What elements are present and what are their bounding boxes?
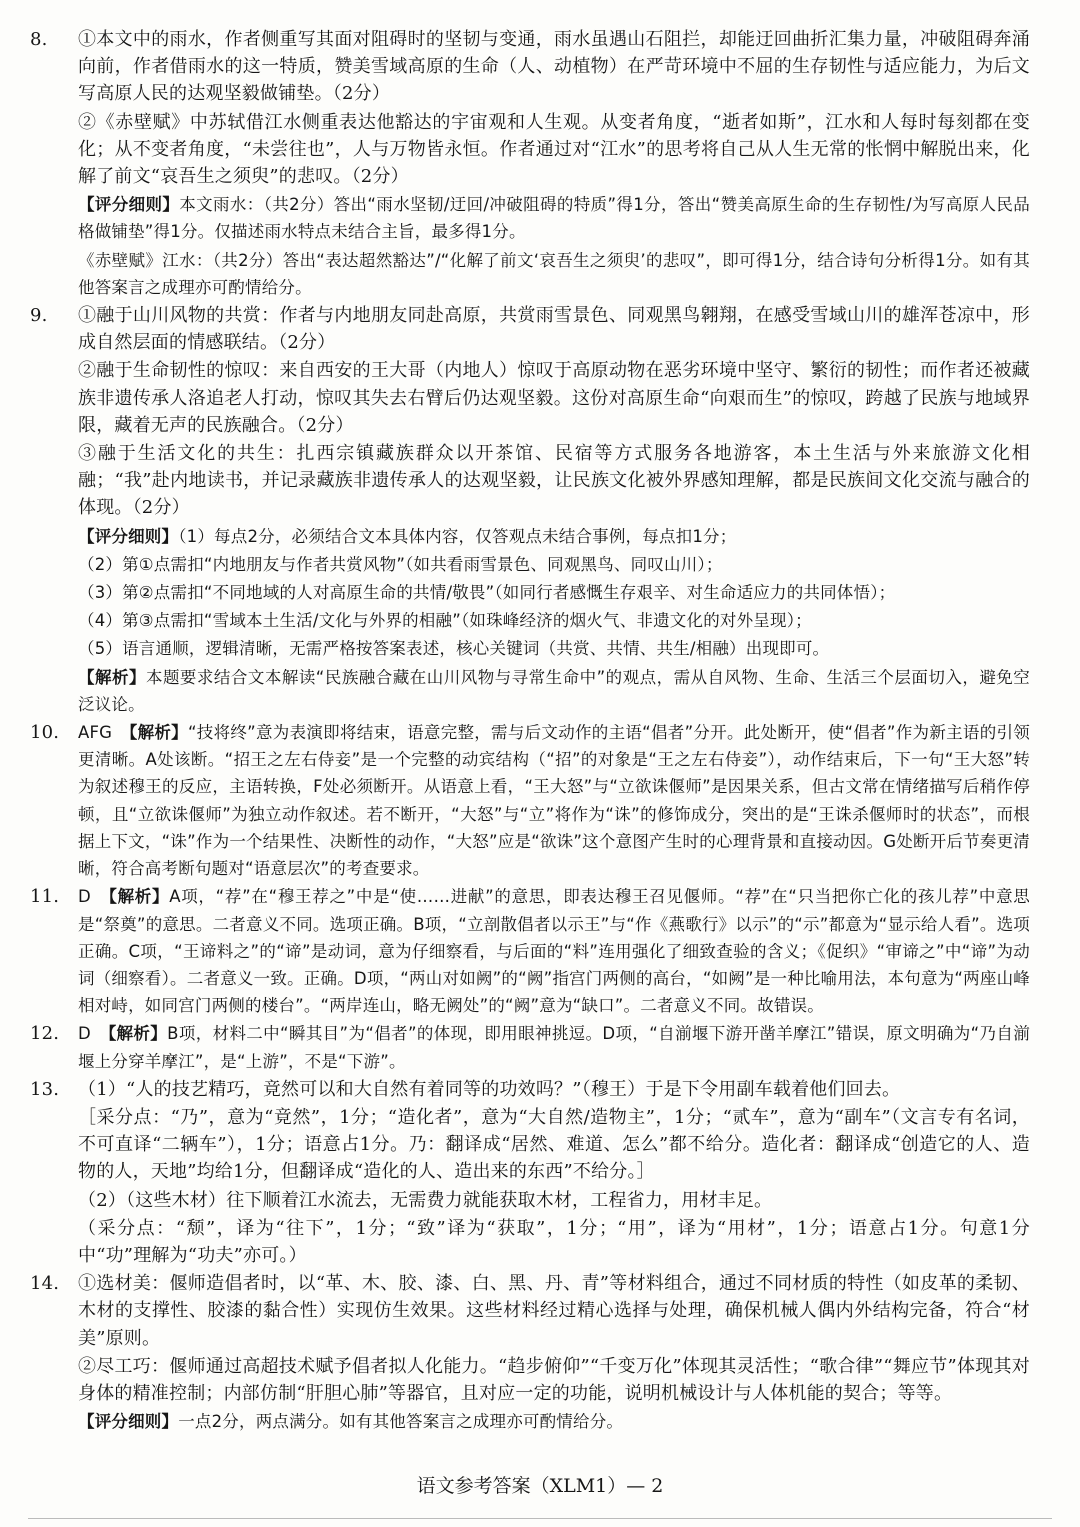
- answer-item: [30, 26, 1030, 301]
- answer-content: [30, 26, 1030, 1436]
- answer-number: 11.: [30, 886, 60, 908]
- answer-item: [30, 1020, 1030, 1074]
- answer-paragraph: [78, 26, 1030, 108]
- paragraph-text: A项，“荐”在“穆王荐之”中是“使……进献”的意思，即表达穆王召见偃师。“荐”在“只当把你亡化的孩儿荐”中意思是“祭奠”的意思。二者意义不同。选项正确。B项，“立剖散倡者以示王”与“作《燕歌行》以示”的“示”都意为“显示给人看”。选项正确。C项，“王谛料之”的“谛”是动词，意为仔细察看，与后面的“料”连用强化了细致查验的含义；《促织》“审谛之”中“谛”为动词（细察看）。二者意义一致。正确。D项，“两山对如阙”的“阙”指宫门两侧的高台，“如阙”是一种比喻用法，本句意为“两座山峰相对峙，如同宫门两侧的楼台”。“两岸连山，略无阙处”的“阙”意为“缺口”。二者意义不同。故错误。: [78, 887, 1030, 1016]
- answer-paragraph: [78, 1353, 1030, 1407]
- paragraph-text: 《赤壁赋》江水：（共2分）答出“表达超然豁达”/“化解了前文‘哀吾生之须臾’的悲叹”，即可得1分，结合诗句分析得1分。如有其他答案言之成理亦可酌情给分。: [78, 250, 1030, 297]
- answer-choice: D: [78, 887, 109, 907]
- section-tag: 【评分细则】: [78, 526, 179, 546]
- answer-paragraph: [78, 1104, 1030, 1186]
- section-tag: 【评分细则】: [78, 195, 180, 215]
- scoring-paragraph: [78, 883, 1030, 1019]
- page-footer: 语文参考答案（XLM1）— 2: [416, 1475, 664, 1497]
- answer-paragraph: [78, 1076, 1030, 1103]
- answer-choice: AFG: [78, 723, 130, 743]
- answer-number: 8.: [30, 29, 48, 50]
- paragraph-text: ①融于山川风物的共赏：作者与内地朋友同赴高原，共赏雨雪景色、同观黑鸟翱翔，在感受雪域山川的雄浑苍凉中，形成自然层面的情感联结。（2分）: [78, 305, 1030, 354]
- paragraph-text: ［采分点：“乃”，意为“竟然”，1分；“造化者”，意为“大自然/造物主”，1分；“贰车”，意为“副车”（文言专有名词，不可直译“二辆车”），1分；语意占1分。乃：翻译成“居然、难道、怎么”都不给分。造化者：翻译成“创造它的人、造物的人，天地”均给1分，但翻译成“造化的人、造出来的东西”不给分。］: [78, 1106, 1030, 1183]
- answer-number: 14.: [30, 1273, 60, 1295]
- paragraph-text: B项，材料二中“瞬其目”为“倡者”的体现，即用眼神挑逗。D项，“自湔堰下游开凿羊摩江”错误，原文明确为“乃自湔堰上分穿羊摩江”，是“上游”，不是“下游”。: [78, 1024, 1030, 1071]
- scoring-paragraph: [78, 635, 1030, 662]
- answer-paragraph: [78, 440, 1030, 522]
- paragraph-text: ②《赤壁赋》中苏轼借江水侧重表达他豁达的宇宙观和人生观。从变者角度，“逝者如斯”，江水和人每时每刻都在变化；从不变者角度，“未尝往也”，人与万物皆永恒。作者通过对“江水”的思考将自己从人生无常的怅惘中解脱出来，化解了前文“哀吾生之须臾”的悲叹。（2分）: [78, 111, 1030, 188]
- scoring-paragraph: [78, 579, 1030, 606]
- scoring-paragraph: [78, 247, 1030, 301]
- paragraph-text: 一点2分，两点满分。如有其他答案言之成理亦可酌情给分。: [178, 1412, 624, 1432]
- paragraph-text: （2）（这些木材）往下顺着江水流去，无需费力就能获取木材，工程省力，用材丰足。: [78, 1189, 773, 1211]
- scoring-paragraph: [78, 1408, 1030, 1435]
- paragraph-text: 本文雨水：（共2分）答出“雨水坚韧/迂回/冲破阻碍的特质”得1分，答出“赞美高原生命的生存韧性/为写高原人民品格做铺垫”得1分。仅描述雨水特点未结合主旨，最多得1分。: [78, 195, 1030, 242]
- answer-paragraph: [78, 1215, 1030, 1269]
- scoring-paragraph: [78, 523, 1030, 550]
- paragraph-text: ③融于生活文化的共生：扎西宗镇藏族群众以开茶馆、民宿等方式服务各地游客，本土生活与外来旅游文化相融；“我”赴内地读书，并记录藏族非遗传承人的达观坚毅，让民族文化被外界感知理解，都是民族间文化交流与融合的体现。（2分）: [78, 443, 1030, 519]
- bottom-divider: [28, 1518, 1052, 1519]
- paragraph-text: ②融于生命韧性的惊叹：来自西安的王大哥（内地人）惊叹于高原动物在恶劣环境中坚守、繁衍的韧性；而作者还被藏族非遗传承人洛追老人打动，惊叹其失去右臂后仍达观坚毅。这份对高原生命“向艰而生”的惊叹，跨越了民族与地域界限，藏着无声的民族融合。（2分）: [78, 360, 1030, 436]
- paragraph-text: （5）语言通顺，逻辑清晰，无需严格按答案表述，核心关键词（共赏、共情、共生/相融）出现即可。: [78, 639, 830, 659]
- section-tag: 【解析】: [78, 667, 146, 687]
- scoring-paragraph: [78, 719, 1030, 882]
- answer-paragraph: [78, 302, 1030, 356]
- paragraph-text: （4）第③点需扣“雪域本土生活/文化与外界的相融”（如珠峰经济的烟火气、非遗文化的对外呈现）；: [78, 611, 812, 631]
- answer-paragraph: [78, 109, 1030, 191]
- section-tag: 【评分细则】: [78, 1412, 179, 1432]
- paragraph-text: （采分点：“颓”，译为“往下”，1分；“致”译为“获取”，1分；“用”，译为“用材”，1分；语意占1分。句意1分中“功”理解为“功夫”亦可。）: [78, 1217, 1030, 1266]
- answer-paragraph: [78, 1187, 1030, 1214]
- paragraph-text: （3）第②点需扣“不同地域的人对高原生命的共情/敬畏”（如同行者感慨生存艰辛、对生命适应力的共同体悟）；: [78, 583, 896, 603]
- paragraph-text: ②尽工巧：偃师通过高超技术赋予倡者拟人化能力。“趋步俯仰”“千变万化”体现其灵活性；“歌合律”“舞应节”体现其对身体的精准控制；内部仿制“肝胆心肺”等器官，且对应一定的功能，说明机械设计与人体机能的契合；等等。: [78, 1355, 1030, 1404]
- answer-item: [30, 719, 1030, 882]
- scoring-paragraph: [78, 191, 1030, 245]
- answer-item: [30, 1270, 1030, 1435]
- answer-choice: D: [78, 1024, 108, 1044]
- paragraph-text: 本题要求结合文本解读“民族融合藏在山川风物与寻常生命中”的观点，需从自风物、生命、生活三个层面切入，避免空泛议论。: [78, 667, 1030, 714]
- paragraph-text: （1）每点2分，必须结合文本具体内容，仅答观点未结合事例，每点扣1分；: [178, 526, 737, 546]
- paragraph-text: （1）“人的技艺精巧，竟然可以和大自然有着同等的功效吗？”（穆王）于是下令用副车载着他们回去。: [78, 1078, 901, 1100]
- scoring-paragraph: [78, 607, 1030, 634]
- section-tag: 【解析】: [129, 723, 188, 743]
- answer-paragraph: [78, 1270, 1030, 1352]
- answer-item: [30, 1076, 1030, 1269]
- answer-number: 10.: [30, 722, 60, 744]
- scoring-paragraph: [78, 551, 1030, 578]
- paragraph-text: （2）第①点需扣“内地朋友与作者共赏风物”（如共看雨雪景色、同观黑鸟、同叹山川）；: [78, 554, 723, 574]
- paragraph-text: “技将终”意为表演即将结束，语意完整，需与后文动作的主语“倡者”分开。此处断开，使“倡者”作为新主语的引领更清晰。A处该断。“招王之左右侍妾”是一个完整的动宾结构（“招”的对象是“王之左右侍妾”），动作结束后，下一句“王大怒”转为叙述穆王的反应，主语转换，F处必须断开。从语意上看，“王大怒”与“立欲诛偃师”是因果关系，但古文常在情绪描写后稍作停顿，且“立欲诛偃师”为独立动作叙述。若不断开，“大怒”与“立”将作为“诛”的修饰成分，突出的是“王诛杀偃师时的状态”，而根据上下文，“诛”作为一个结果性、决断性的动作，“大怒”应是“欲诛”这个意图产生时的心理背景和直接动因。G处断开后节奏更清晰，符合高考断句题对“语意层次”的考查要求。: [78, 723, 1030, 879]
- section-tag: 【解析】: [108, 887, 170, 907]
- answer-number: 9.: [30, 305, 48, 327]
- answer-number: 12.: [30, 1023, 60, 1045]
- answer-number: 13.: [30, 1078, 60, 1100]
- paragraph-text: ①选材美：偃师造倡者时，以“革、木、胶、漆、白、黑、丹、青”等材料组合，通过不同材质的特性（如皮革的柔韧、木材的支撑性、胶漆的黏合性）实现仿生效果。这些材料经过精心选择与处理，确保机械人偶内外结构完备，符合“材美”原则。: [78, 1273, 1030, 1349]
- scoring-paragraph: [78, 1020, 1030, 1074]
- scoring-paragraph: [78, 664, 1030, 718]
- paragraph-text: ①本文中的雨水，作者侧重写其面对阻碍时的坚韧与变通，雨水虽遇山石阻拦，却能迂回曲折汇集力量，冲破阻碍奔涌向前，作者借雨水的这一特质，赞美雪域高原的生命（人、动植物）在严苛环境中不屈的生存韧性与适应能力，为后文写高原人民的达观坚毅做铺垫。（2分）: [78, 29, 1030, 105]
- answer-item: [30, 883, 1030, 1019]
- answer-item: [30, 302, 1030, 718]
- section-tag: 【解析】: [107, 1024, 168, 1044]
- answer-paragraph: [78, 357, 1030, 439]
